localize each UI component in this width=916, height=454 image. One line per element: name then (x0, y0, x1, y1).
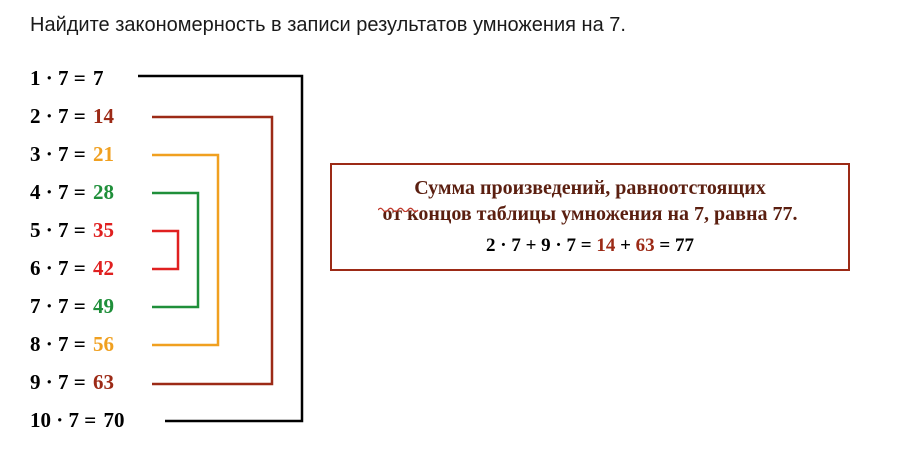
row-result: 70 (103, 408, 125, 432)
row-expression: 1 · 7 = (30, 66, 86, 90)
row-result: 63 (92, 370, 114, 394)
row-result: 35 (92, 218, 114, 242)
formula-term-b: 63 (635, 235, 655, 256)
row-expression: 5 · 7 = (30, 218, 86, 242)
formula-suffix: = 77 (654, 235, 694, 256)
row-result: 21 (92, 142, 114, 166)
table-row (30, 252, 114, 284)
row-expression: 4 · 7 = (30, 180, 86, 204)
table-row (30, 62, 103, 94)
table-row (30, 366, 114, 398)
row-result: 28 (92, 180, 114, 204)
table-row (30, 138, 114, 170)
table-row (30, 176, 114, 208)
row-expression: 2 · 7 = (30, 104, 86, 128)
row-expression: 8 · 7 = (30, 332, 86, 356)
row-expression: 6 · 7 = (30, 256, 86, 280)
formula-term-a: 14 (596, 235, 616, 256)
callout-line-2: от концов таблицы умножения на 7, равна 77. (382, 203, 798, 225)
row-expression: 9 · 7 = (30, 370, 86, 394)
callout-line-1: Сумма произведений, равноотстоящих (414, 177, 766, 199)
row-result: 56 (92, 332, 114, 356)
row-expression: 10 · 7 = (30, 408, 97, 432)
row-result: 14 (92, 104, 114, 128)
callout-formula (332, 235, 848, 257)
table-row (30, 404, 124, 436)
table-row (30, 328, 114, 360)
multiplication-table (30, 62, 320, 442)
row-result: 42 (92, 256, 114, 280)
row-expression: 7 · 7 = (30, 294, 86, 318)
table-row (30, 290, 114, 322)
row-expression: 3 · 7 = (30, 142, 86, 166)
table-row (30, 100, 114, 132)
spellcheck-underline-icon (378, 206, 420, 212)
summary-callout (330, 163, 850, 271)
page-title: Найдите закономерность в записи результатов умножения на 7. (30, 14, 626, 36)
formula-prefix: 2 · 7 + 9 · 7 = (486, 235, 597, 256)
row-result: 7 (92, 66, 104, 90)
table-row (30, 214, 114, 246)
row-result: 49 (92, 294, 114, 318)
formula-plus: + (615, 235, 636, 256)
